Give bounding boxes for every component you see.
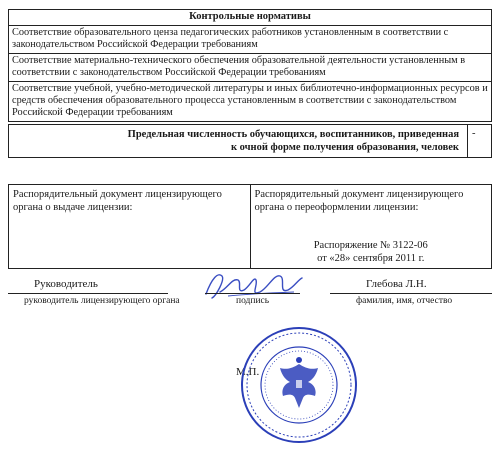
norm-row: Соответствие учебной, учебно-методической литературы и иных библиотечно-информационных ресурсов и средств обеспечения образовательного процесса установленным в соответствии с законодательством Российской Федерации требованиям <box>9 82 492 122</box>
control-norms-table <box>8 9 492 122</box>
seal-place-mark: М.П. <box>236 366 260 378</box>
student-limit-label-line: Предельная численность обучающихся, воспитанников, приведенная <box>127 129 459 140</box>
signature-caption: подпись <box>236 296 270 306</box>
student-limit-table <box>8 124 492 158</box>
reissue-document-cell <box>250 185 492 269</box>
reissue-document-label: Распорядительный документ лицензирующего органа о переоформлении лицензии: <box>254 189 464 213</box>
student-limit-label <box>9 125 468 158</box>
norm-row: Соответствие материально-технического обеспечения образовательной деятельности установленным в соответствии с законодательством Российской Федерации требованиям <box>9 54 492 82</box>
signature-line <box>205 293 300 294</box>
signer-name: Глебова Л.Н. <box>366 278 427 290</box>
position-caption: руководитель лицензирующего органа <box>24 296 180 306</box>
official-seal-stamp <box>238 324 360 446</box>
name-caption: фамилия, имя, отчество <box>356 296 453 306</box>
norm-row: Соответствие образовательного ценза педагогических работников установленным в соответствии с законодательством Российской Федерации требованиям <box>9 26 492 54</box>
signer-position: Руководитель <box>34 278 98 290</box>
student-limit-value: - <box>468 125 492 158</box>
order-date: от «28» сентября 2011 г. <box>317 253 425 264</box>
student-limit-label-line: к очной форме получения образования, человек <box>230 142 459 153</box>
order-reference <box>255 239 488 265</box>
position-line <box>8 293 168 294</box>
name-line <box>330 293 492 294</box>
order-number: Распоряжение № 3122-06 <box>313 240 428 251</box>
norms-header: Контрольные нормативы <box>9 10 492 26</box>
admin-documents-table <box>8 184 492 269</box>
issue-document-cell <box>9 185 251 269</box>
issue-document-label: Распорядительный документ лицензирующего органа о выдаче лицензии: <box>13 189 222 213</box>
